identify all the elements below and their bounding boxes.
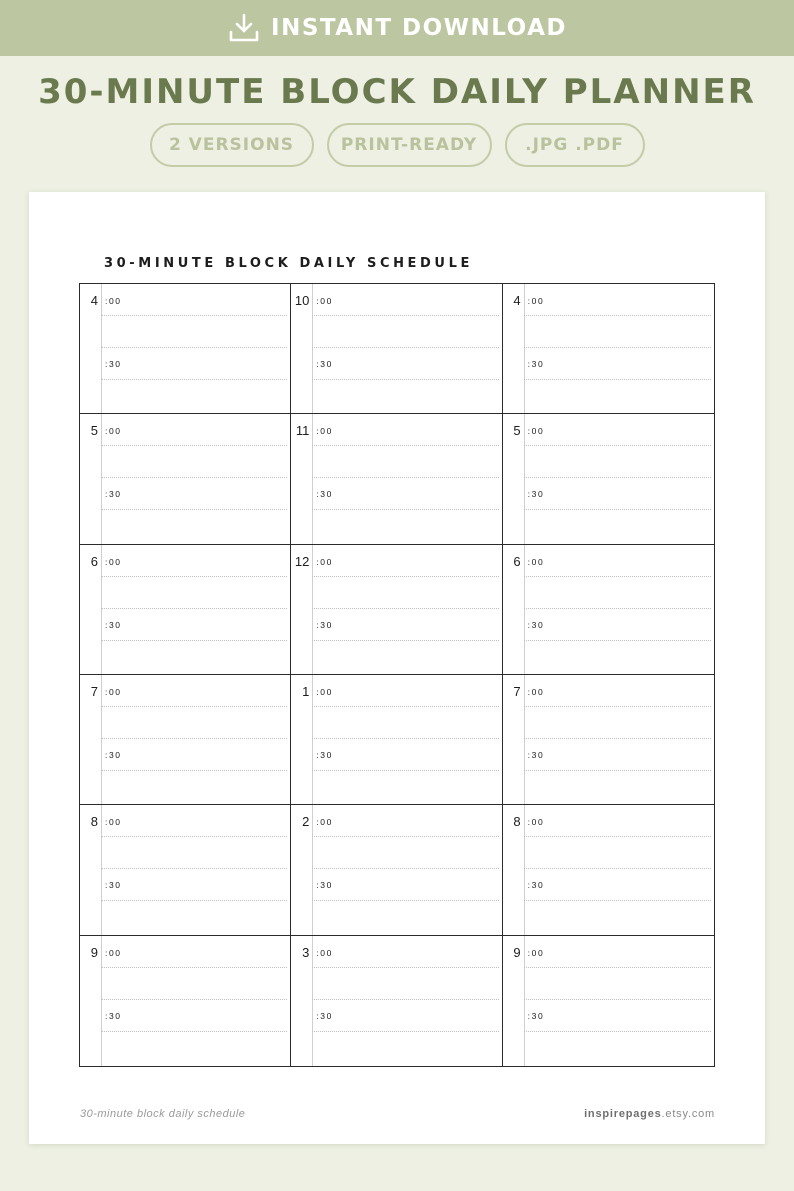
writing-line <box>312 738 498 739</box>
hour-divider <box>524 675 525 804</box>
writing-line <box>312 640 498 641</box>
minute-label-30: :30 <box>316 489 333 500</box>
writing-line <box>524 836 711 837</box>
hour-label: 10 <box>294 293 310 308</box>
hour-divider <box>101 936 102 1066</box>
hour-divider <box>101 414 102 543</box>
minute-label-00: :00 <box>105 817 122 828</box>
banner-label: INSTANT DOWNLOAD <box>271 15 567 41</box>
hour-block <box>80 545 291 675</box>
minute-label-00: :00 <box>105 426 122 437</box>
hour-block <box>291 936 502 1066</box>
minute-label-30: :30 <box>316 880 333 891</box>
writing-line <box>312 900 498 901</box>
writing-line <box>524 900 711 901</box>
hour-divider <box>312 675 313 804</box>
writing-line <box>312 836 498 837</box>
writing-line <box>312 315 498 316</box>
footer-caption: 30-minute block daily schedule <box>80 1108 246 1120</box>
minute-label-30: :30 <box>105 880 122 891</box>
writing-line <box>312 576 498 577</box>
hour-label: 9 <box>513 944 521 960</box>
hour-divider <box>312 805 313 934</box>
hour-label: 8 <box>513 814 521 830</box>
writing-line <box>101 1031 287 1032</box>
writing-line <box>101 967 287 968</box>
writing-line <box>312 347 498 348</box>
minute-label-30: :30 <box>316 359 333 369</box>
minute-label-30: :30 <box>105 1010 122 1021</box>
schedule-title: 30-MINUTE BLOCK DAILY SCHEDULE <box>104 256 473 271</box>
writing-line <box>101 445 287 446</box>
minute-label-30: :30 <box>105 749 122 760</box>
hour-label: 1 <box>302 683 310 699</box>
writing-line <box>524 706 711 707</box>
minute-label-00: :00 <box>316 296 333 306</box>
minute-label-00: :00 <box>105 556 122 567</box>
pill-versions: 2 VERSIONS <box>150 123 314 167</box>
writing-line <box>312 868 498 869</box>
writing-line <box>524 868 711 869</box>
hour-block <box>80 284 291 414</box>
hour-label: 5 <box>513 423 521 439</box>
hour-block <box>503 936 714 1066</box>
minute-label-00: :00 <box>105 947 122 958</box>
hour-label: 4 <box>90 293 98 308</box>
minute-label-00: :00 <box>316 556 333 567</box>
writing-line <box>101 640 287 641</box>
hour-label: 6 <box>513 553 521 569</box>
hour-block <box>503 805 714 935</box>
hour-block <box>291 284 502 414</box>
writing-line <box>524 315 711 316</box>
hour-divider <box>312 545 313 674</box>
hour-divider <box>524 936 525 1066</box>
planner-sheet <box>29 192 765 1144</box>
minute-label-00: :00 <box>316 817 333 828</box>
schedule-grid <box>79 283 715 1067</box>
minute-label-00: :00 <box>527 556 545 567</box>
minute-label-00: :00 <box>527 296 545 306</box>
footer-shop-url <box>584 1108 715 1120</box>
writing-line <box>101 770 287 771</box>
minute-label-30: :30 <box>316 749 333 760</box>
minute-label-30: :30 <box>105 489 122 500</box>
minute-label-00: :00 <box>527 686 545 697</box>
minute-label-30: :30 <box>527 489 545 500</box>
minute-label-30: :30 <box>105 619 122 630</box>
download-icon <box>227 11 261 45</box>
hour-label: 4 <box>513 293 521 308</box>
hour-label: 6 <box>90 553 98 569</box>
writing-line <box>101 477 287 478</box>
minute-label-30: :30 <box>527 749 545 760</box>
minute-label-00: :00 <box>527 947 545 958</box>
hour-block <box>503 284 714 414</box>
hour-block <box>291 414 502 544</box>
minute-label-30: :30 <box>527 359 545 369</box>
writing-line <box>101 706 287 707</box>
hour-block <box>80 805 291 935</box>
hour-divider <box>312 414 313 543</box>
minute-label-00: :00 <box>105 296 122 306</box>
writing-line <box>101 900 287 901</box>
hour-block <box>503 545 714 675</box>
minute-label-30: :30 <box>527 619 545 630</box>
writing-line <box>524 999 711 1000</box>
hour-label: 8 <box>90 814 98 830</box>
hour-label: 11 <box>295 423 310 439</box>
writing-line <box>312 999 498 1000</box>
minute-label-30: :30 <box>316 1010 333 1021</box>
writing-line <box>312 1031 498 1032</box>
hour-divider <box>101 675 102 804</box>
hour-divider <box>312 284 313 413</box>
pill-print-ready: PRINT-READY <box>327 123 492 167</box>
writing-line <box>101 868 287 869</box>
hour-block <box>80 675 291 805</box>
hour-block <box>291 675 502 805</box>
writing-line <box>524 640 711 641</box>
writing-line <box>524 477 711 478</box>
minute-label-00: :00 <box>316 686 333 697</box>
feature-pills <box>0 123 794 167</box>
hour-divider <box>524 284 525 413</box>
hour-block <box>503 675 714 805</box>
writing-line <box>524 379 711 380</box>
writing-line <box>312 770 498 771</box>
pill-file-formats: .JPG .PDF <box>505 123 645 167</box>
hour-divider <box>101 805 102 934</box>
hour-label: 12 <box>294 553 310 569</box>
instant-download-banner <box>0 0 794 56</box>
minute-label-00: :00 <box>105 686 122 697</box>
hour-label: 7 <box>513 683 521 699</box>
hour-label: 7 <box>90 683 98 699</box>
writing-line <box>524 1031 711 1032</box>
writing-line <box>312 509 498 510</box>
writing-line <box>524 608 711 609</box>
page-title: 30-MINUTE BLOCK DAILY PLANNER <box>38 72 756 112</box>
hour-label: 5 <box>90 423 98 439</box>
writing-line <box>101 738 287 739</box>
hour-divider <box>524 414 525 543</box>
minute-label-30: :30 <box>527 1010 545 1021</box>
shop-name: inspirepages <box>584 1108 662 1120</box>
hour-label: 3 <box>302 944 310 960</box>
minute-label-30: :30 <box>527 880 545 891</box>
hour-block <box>80 936 291 1066</box>
writing-line <box>524 509 711 510</box>
writing-line <box>312 445 498 446</box>
hour-label: 9 <box>90 944 98 960</box>
writing-line <box>312 608 498 609</box>
writing-line <box>524 770 711 771</box>
hour-block <box>80 414 291 544</box>
writing-line <box>101 379 287 380</box>
writing-line <box>101 576 287 577</box>
minute-label-00: :00 <box>527 817 545 828</box>
writing-line <box>312 379 498 380</box>
hour-block <box>503 414 714 544</box>
hour-block <box>291 805 502 935</box>
writing-line <box>524 576 711 577</box>
writing-line <box>101 347 287 348</box>
minute-label-00: :00 <box>316 426 333 437</box>
writing-line <box>101 836 287 837</box>
writing-line <box>101 608 287 609</box>
writing-line <box>312 967 498 968</box>
writing-line <box>101 315 287 316</box>
writing-line <box>312 477 498 478</box>
minute-label-00: :00 <box>527 426 545 437</box>
hour-divider <box>312 936 313 1066</box>
hour-divider <box>524 805 525 934</box>
writing-line <box>524 967 711 968</box>
hour-block <box>291 545 502 675</box>
writing-line <box>312 706 498 707</box>
minute-label-00: :00 <box>316 947 333 958</box>
writing-line <box>101 509 287 510</box>
writing-line <box>101 999 287 1000</box>
shop-domain: .etsy.com <box>661 1108 715 1120</box>
hour-divider <box>524 545 525 674</box>
minute-label-30: :30 <box>105 359 122 369</box>
minute-label-30: :30 <box>316 619 333 630</box>
writing-line <box>524 445 711 446</box>
hour-divider <box>101 545 102 674</box>
hour-divider <box>101 284 102 413</box>
hour-label: 2 <box>302 814 310 830</box>
writing-line <box>524 738 711 739</box>
writing-line <box>524 347 711 348</box>
